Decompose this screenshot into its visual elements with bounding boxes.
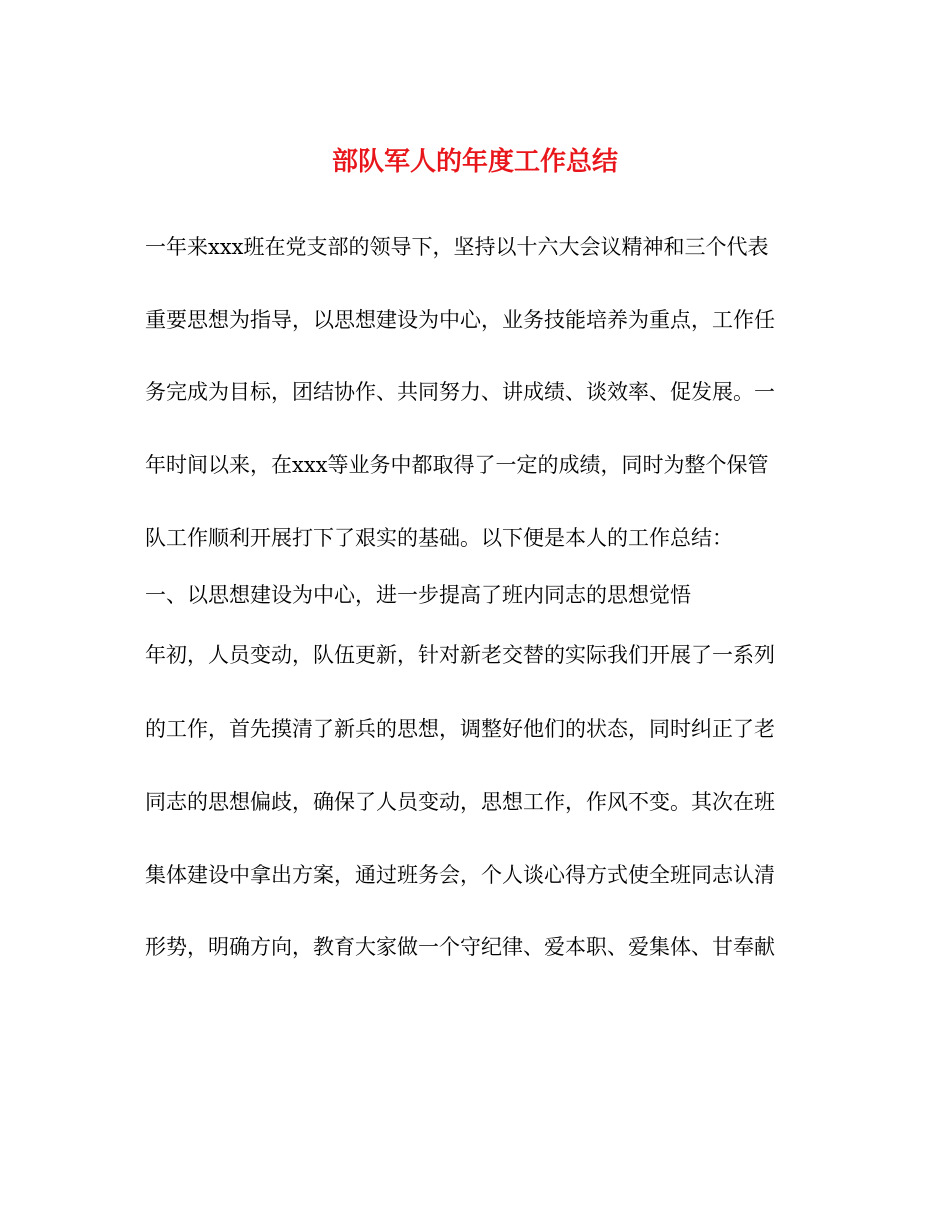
paragraph-line: 一年来xxx班在党支部的领导下，坚持以十六大会议精神和三个代表 xyxy=(145,235,769,259)
paragraph-line: 同志的思想偏歧，确保了人员变动，思想工作，作风不变。其次在班 xyxy=(145,790,775,814)
paragraph-line: 形势，明确方向，教育大家做一个守纪律、爱本职、爱集体、甘奉献 xyxy=(145,935,775,959)
paragraph-line: 重要思想为指导，以思想建设为中心，业务技能培养为重点，工作任 xyxy=(145,308,775,332)
document-title: 部队军人的年度工作总结 xyxy=(331,147,618,177)
paragraph-line: 集体建设中拿出方案，通过班务会，个人谈心得方式使全班同志认清 xyxy=(145,863,775,887)
paragraph-line: 队工作顺利开展打下了艰实的基础。以下便是本人的工作总结： xyxy=(145,526,733,550)
paragraph-line: 年初，人员变动，队伍更新，针对新老交替的实际我们开展了一系列 xyxy=(145,643,775,667)
section-heading: 一、以思想建设为中心，进一步提高了班内同志的思想觉悟 xyxy=(145,583,691,607)
paragraph-line: 的工作，首先摸清了新兵的思想，调整好他们的状态，同时纠正了老 xyxy=(145,717,775,741)
paragraph-line: 年时间以来，在xxx等业务中都取得了一定的成绩，同时为整个保管 xyxy=(145,453,769,477)
paragraph-line: 务完成为目标，团结协作、共同努力、讲成绩、谈效率、促发展。一 xyxy=(145,380,775,404)
